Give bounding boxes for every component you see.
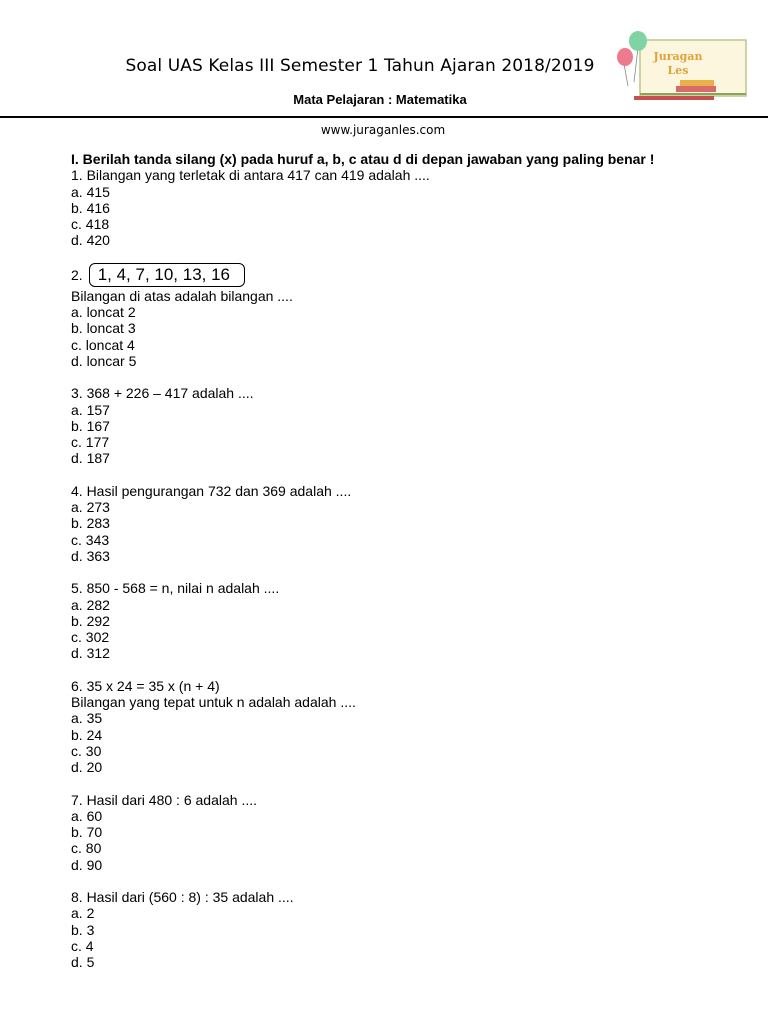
question-1	[71, 167, 711, 248]
question-stem: 3. 368 + 226 – 417 adalah ....	[71, 385, 254, 402]
question-stem-line-2: Bilangan yang tepat untuk n adalah adalah ....	[71, 694, 356, 711]
option-b[interactable]: b. 283	[71, 515, 110, 532]
option-c[interactable]: c. 177	[71, 434, 110, 451]
option-d[interactable]: d. 20	[71, 759, 103, 776]
option-d[interactable]: d. 187	[71, 450, 110, 467]
option-c[interactable]: c. 30	[71, 742, 102, 759]
option-d[interactable]: d. 312	[71, 645, 110, 662]
option-b[interactable]: b. 292	[71, 612, 110, 629]
question-number: 2.	[71, 267, 83, 284]
option-b[interactable]: b. 416	[71, 199, 110, 216]
header-divider	[0, 116, 768, 118]
question-6	[71, 678, 711, 776]
logo-text-top: Juragan	[653, 50, 703, 63]
logo-text-bottom: Les	[667, 64, 689, 77]
instruction-text: I. Berilah tanda silang (x) pada huruf a, b, c atau d di depan jawaban yang paling benar !	[71, 151, 655, 167]
option-a[interactable]: a. 415	[71, 183, 110, 200]
question-7	[71, 792, 711, 873]
question-stem: 4. Hasil pengurangan 732 dan 369 adalah ....	[71, 482, 352, 499]
question-stem: 8. Hasil dari (560 : 8) : 35 adalah ....	[71, 888, 294, 905]
number-sequence-box: 1, 4, 7, 10, 13, 16	[89, 263, 245, 287]
question-5	[71, 580, 711, 661]
option-a[interactable]: a. 2	[71, 905, 95, 922]
question-stem: 1. Bilangan yang terletak di antara 417 can 419 adalah ....	[71, 167, 430, 184]
option-c[interactable]: c. 80	[71, 840, 102, 857]
question-stem: 5. 850 - 568 = n, nilai n adalah ....	[71, 580, 280, 597]
option-a[interactable]: a. loncat 2	[71, 304, 136, 321]
option-a[interactable]: a. 157	[71, 401, 110, 418]
subject-label: Mata Pelajaran : Matematika	[293, 92, 467, 107]
question-4	[71, 483, 711, 564]
option-d[interactable]: d. 420	[71, 232, 110, 249]
option-d[interactable]: d. 5	[71, 954, 95, 971]
option-a[interactable]: a. 60	[71, 807, 103, 824]
page-title: Soal UAS Kelas III Semester 1 Tahun Ajaran 2018/2019	[125, 56, 595, 76]
option-b[interactable]: b. 24	[71, 726, 103, 743]
option-b[interactable]: b. 3	[71, 921, 95, 938]
option-a[interactable]: a. 282	[71, 596, 110, 613]
option-c[interactable]: c. 4	[71, 937, 94, 954]
question-stem: Bilangan di atas adalah bilangan ....	[71, 287, 293, 304]
option-b[interactable]: b. 167	[71, 417, 110, 434]
option-d[interactable]: d. 363	[71, 547, 110, 564]
option-c[interactable]: c. 418	[71, 216, 110, 233]
question-stem: 6. 35 x 24 = 35 x (n + 4)	[71, 677, 220, 694]
option-c[interactable]: c. loncat 4	[71, 336, 135, 353]
website-link[interactable]: www.juraganles.com	[320, 123, 446, 137]
option-b[interactable]: b. 70	[71, 824, 103, 841]
question-list	[71, 151, 711, 970]
question-stem: 7. Hasil dari 480 : 6 adalah ....	[71, 791, 257, 808]
question-2	[71, 263, 711, 369]
option-c[interactable]: c. 302	[71, 629, 110, 646]
question-8	[71, 889, 711, 970]
option-d[interactable]: d. 90	[71, 856, 103, 873]
option-a[interactable]: a. 273	[71, 499, 110, 516]
option-c[interactable]: c. 343	[71, 531, 110, 548]
option-d[interactable]: d. loncar 5	[71, 352, 137, 369]
option-b[interactable]: b. loncat 3	[71, 320, 136, 337]
question-3	[71, 385, 711, 466]
option-a[interactable]: a. 35	[71, 710, 103, 727]
